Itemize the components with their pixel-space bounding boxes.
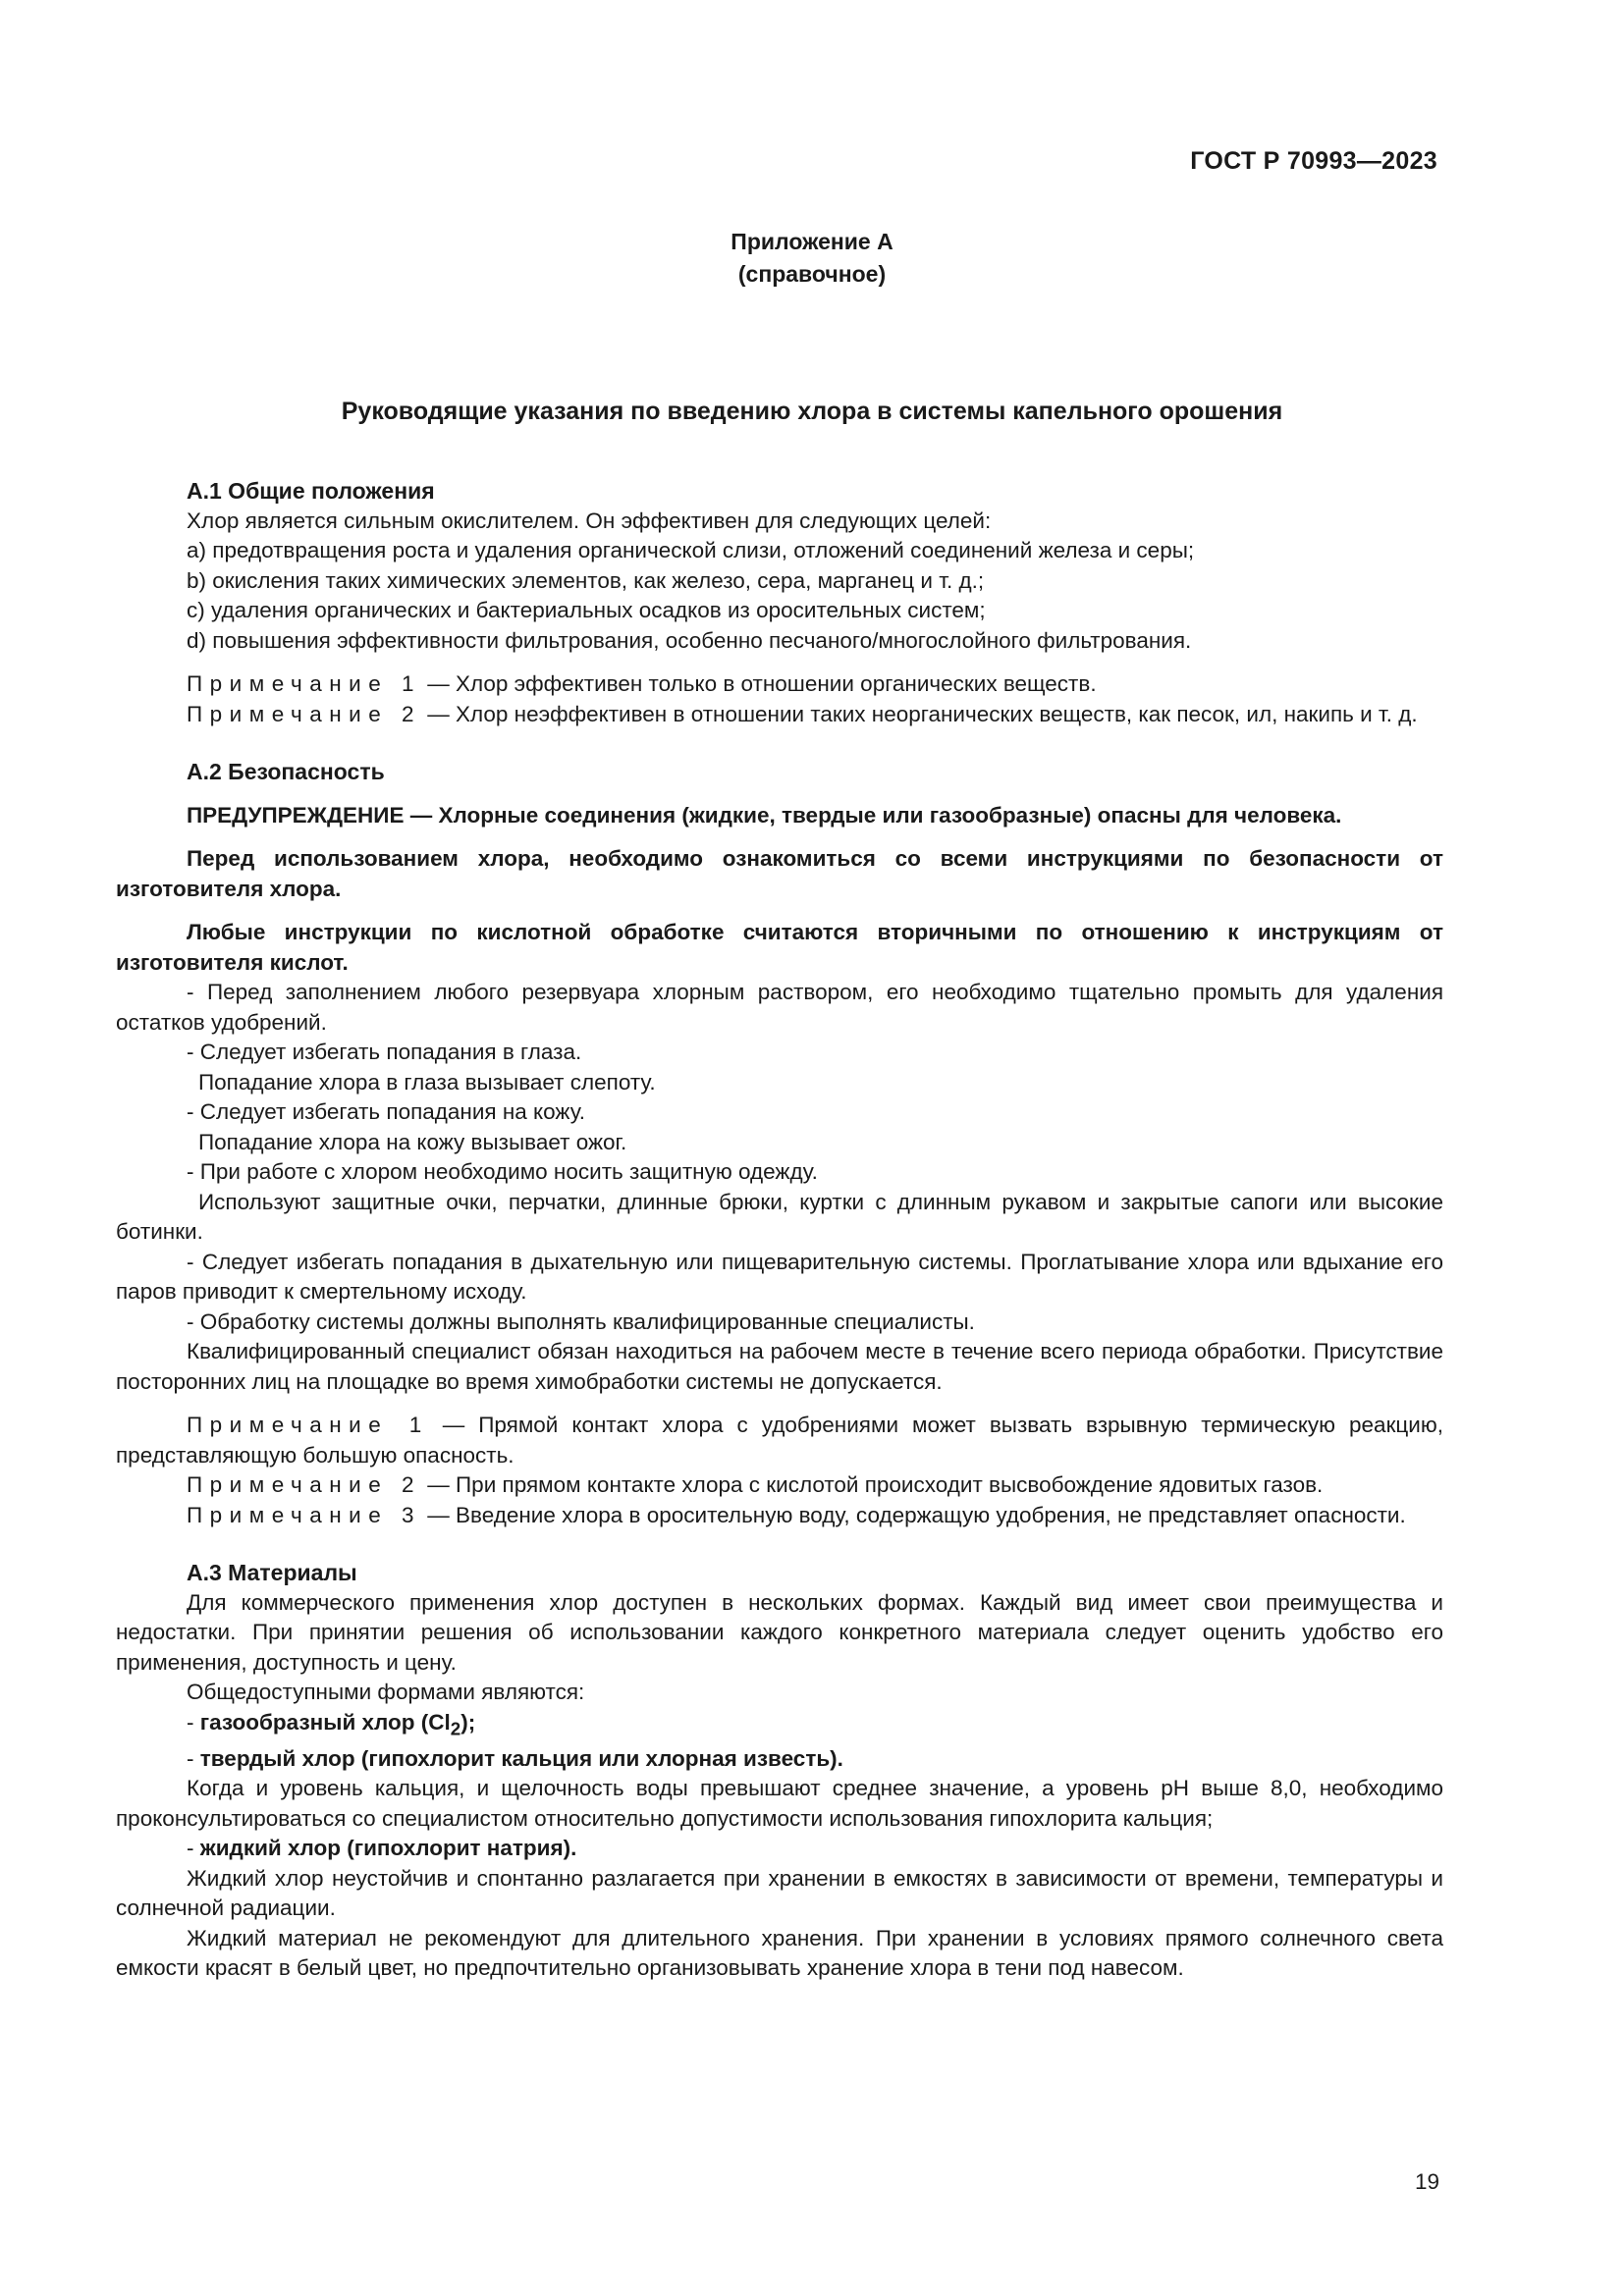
standard-number: ГОСТ Р 70993—2023 bbox=[1190, 147, 1437, 175]
note-text: — Введение хлора в оросительную воду, содержащую удобрения, не представляет опасности. bbox=[421, 1502, 1406, 1527]
note-label: Примечание 3 bbox=[187, 1502, 421, 1527]
paragraph: Попадание хлора на кожу вызывает ожог. bbox=[198, 1129, 627, 1154]
list-item: b) окисления таких химических элементов, как железо, сера, марганец и т. д.; bbox=[187, 567, 985, 593]
note bbox=[116, 669, 1443, 700]
paragraph: Используют защитные очки, перчатки, длинные брюки, куртки с длинным рукавом и закрытые сапоги или высокие ботинки. bbox=[116, 1189, 1443, 1244]
form-liquid: жидкий хлор (гипохлорит натрия). bbox=[199, 1836, 577, 1860]
paragraph: Попадание хлора в глаза вызывает слепоту. bbox=[198, 1069, 656, 1095]
paragraph: - Следует избегать попадания в глаза. bbox=[187, 1040, 582, 1064]
warning: Перед использованием хлора, необходимо ознакомиться со всеми инструкциями по безопасности от изготовителя хлора. bbox=[116, 846, 1443, 901]
paragraph: Когда и уровень кальция, и щелочность воды превышают среднее значение, а уровень pH выше 8,0, необходимо проконсультироваться со специалистом относительно допустимости использования гипохлорита кальция; bbox=[116, 1776, 1443, 1831]
section-heading-a2: А.2 Безопасность bbox=[187, 759, 385, 784]
note bbox=[116, 1411, 1443, 1470]
annex-heading bbox=[0, 226, 1624, 291]
subscript: 2 bbox=[450, 1718, 461, 1738]
form-gas-text: газообразный хлор (Cl bbox=[199, 1709, 451, 1735]
form-gas-end: ); bbox=[460, 1709, 476, 1735]
note bbox=[116, 1501, 1443, 1531]
paragraph: Общедоступными формами являются: bbox=[187, 1680, 585, 1704]
note bbox=[116, 1470, 1443, 1501]
note-text: — При прямом контакте хлора с кислотой происходит высвобождение ядовитых газов. bbox=[421, 1472, 1324, 1497]
form-solid: твердый хлор (гипохлорит кальция или хлорная известь). bbox=[199, 1745, 843, 1771]
note-label: Примечание 1 bbox=[187, 1413, 429, 1437]
page-number: 19 bbox=[1414, 2169, 1439, 2194]
paragraph: Для коммерческого применения хлор доступен в нескольких формах. Каждый вид имеет свои преимущества и недостатки. При принятии решения об использовании каждого конкретного материала следует оценить удобство его применения, доступность и цену. bbox=[116, 1589, 1443, 1675]
list-item bbox=[116, 1708, 1443, 1744]
warning: ПРЕДУПРЕЖДЕНИЕ — Хлорные соединения (жидкие, твердые или газообразные) опасны для человека. bbox=[187, 802, 1342, 828]
list-item bbox=[116, 1744, 1443, 1775]
paragraph: - Обработку системы должны выполнять квалифицированные специалисты. bbox=[187, 1308, 975, 1334]
note-text: — Прямой контакт хлора с удобрениями может вызвать взрывную термическую реакцию, представляющую большую опасность. bbox=[116, 1413, 1443, 1468]
paragraph: - Следует избегать попадания в дыхательную или пищеварительную системы. Проглатывание хлора или вдыхание его паров приводит к смертельному исходу. bbox=[116, 1249, 1443, 1304]
document-body bbox=[116, 476, 1443, 1984]
annex-title: Приложение А bbox=[731, 229, 893, 254]
warning: Любые инструкции по кислотной обработке считаются вторичными по отношению к инструкциям от изготовителя кислот. bbox=[116, 920, 1443, 975]
list-item: d) повышения эффективности фильтрования, особенно песчаного/многослойного фильтрования. bbox=[187, 627, 1192, 653]
note-label: Примечание 1 bbox=[187, 671, 421, 696]
annex-type: (справочное) bbox=[737, 261, 887, 287]
form-gas bbox=[199, 1709, 476, 1738]
list-dash: - bbox=[187, 1709, 200, 1735]
note-text: — Хлор эффективен только в отношении органических веществ. bbox=[421, 671, 1097, 696]
list-dash: - bbox=[187, 1836, 200, 1860]
section-heading-a3: А.3 Материалы bbox=[187, 1560, 357, 1585]
paragraph: Хлор является сильным окислителем. Он эффективен для следующих целей: bbox=[187, 507, 992, 533]
paragraph: - Перед заполнением любого резервуара хлорным раствором, его необходимо тщательно промыть для удаления остатков удобрений. bbox=[116, 980, 1443, 1035]
document-title: Руководящие указания по введению хлора в системы капельного орошения bbox=[341, 398, 1283, 425]
list-item bbox=[116, 1834, 1443, 1864]
paragraph: Жидкий материал не рекомендуют для длительного хранения. При хранении в условиях прямого солнечного света емкости красят в белый цвет, но предпочтительно организовывать хранение хлора в тени под навесом. bbox=[116, 1925, 1443, 1980]
list-dash: - bbox=[187, 1745, 200, 1771]
note-label: Примечание 2 bbox=[187, 701, 421, 726]
note-label: Примечание 2 bbox=[187, 1472, 421, 1497]
paragraph: Квалифицированный специалист обязан находиться на рабочем месте в течение всего периода обработки. Присутствие посторонних лиц на площадке во время химобработки системы не допускается. bbox=[116, 1339, 1443, 1394]
paragraph: Жидкий хлор неустойчив и спонтанно разлагается при хранении в емкостях в зависимости от времени, температуры и солнечной радиации. bbox=[116, 1865, 1443, 1920]
note-text: — Хлор неэффективен в отношении таких неорганических веществ, как песок, ил, накипь и т. д. bbox=[421, 701, 1418, 726]
list-item: a) предотвращения роста и удаления органической слизи, отложений соединений железа и серы; bbox=[187, 538, 1195, 562]
paragraph: - Следует избегать попадания на кожу. bbox=[187, 1099, 585, 1124]
section-heading-a1: А.1 Общие положения bbox=[187, 478, 435, 504]
note bbox=[116, 700, 1443, 730]
list-item: c) удаления органических и бактериальных осадков из оросительных систем; bbox=[187, 598, 986, 622]
paragraph: - При работе с хлором необходимо носить защитную одежду. bbox=[187, 1159, 818, 1184]
